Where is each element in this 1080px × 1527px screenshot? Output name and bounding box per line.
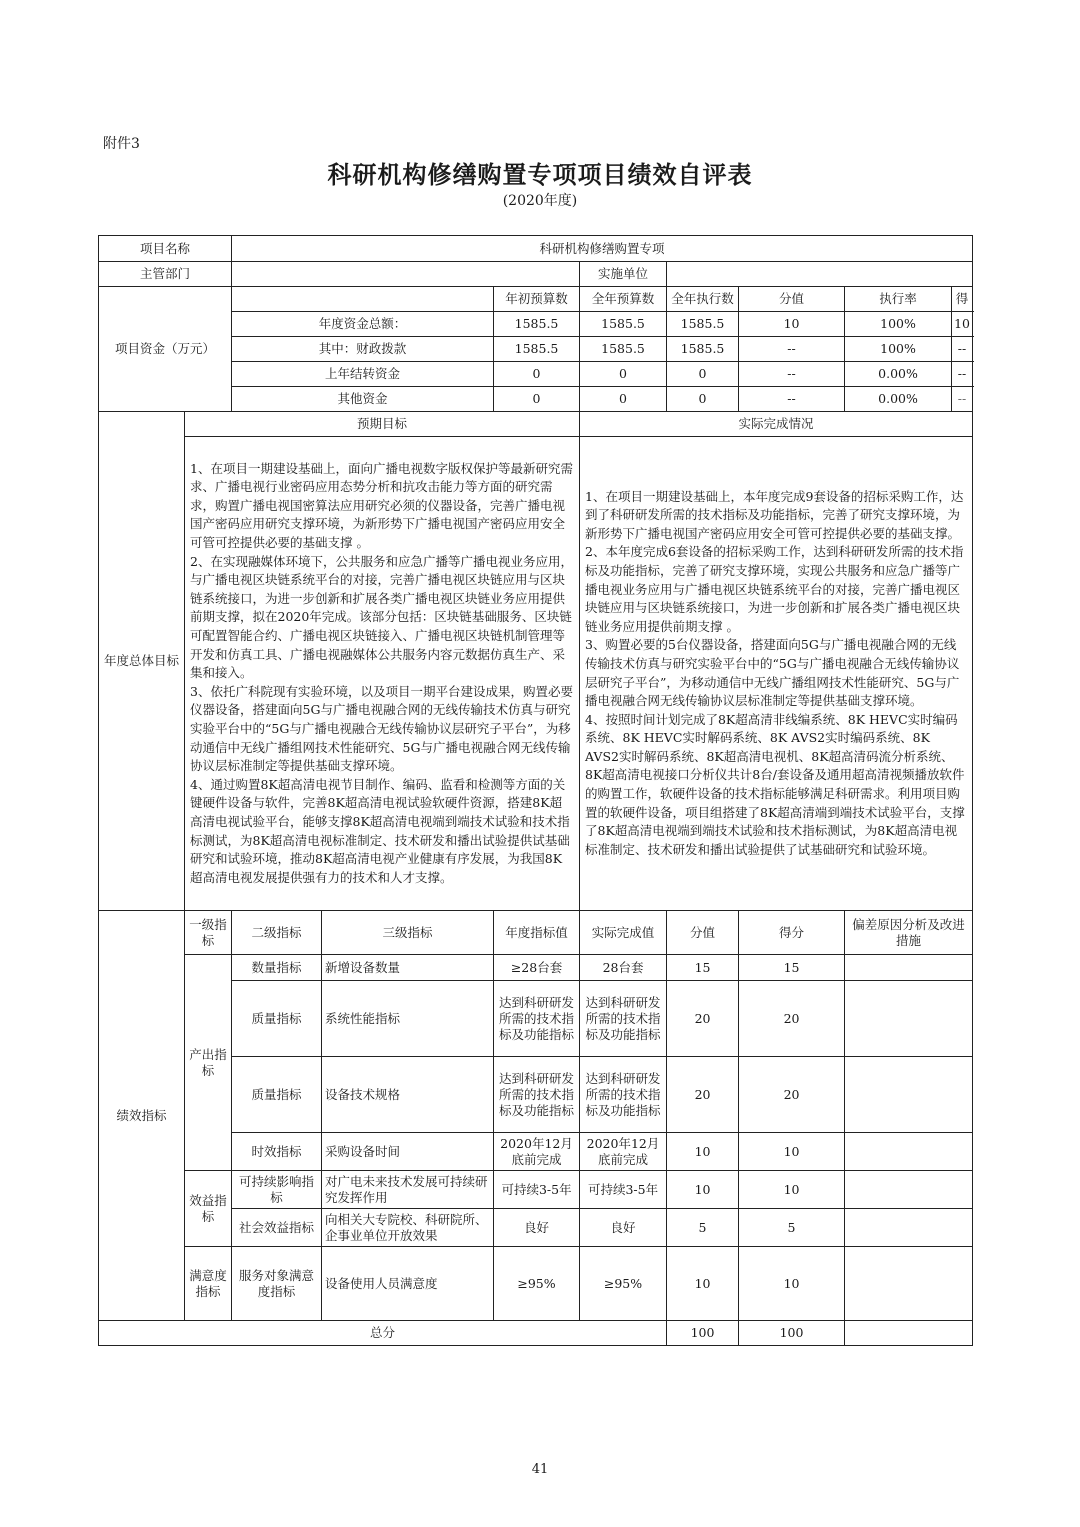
- expected-goal-item: 2、在实现融媒体环境下，公共服务和应急广播等广播电视业务应用，与广播电视区块链系统平台的对接，完善广播电视区块链应用与区块链系统接口，为进一步创新和扩展各类广播电视区块链业务应用提供前期支撑，拟在2020年完成。该部分包括：区块链基础服务、区块链可配置智能合约、广播电视区块链接入、广播电视区块链机制管理等开发和仿真工具、广播电视融媒体公共服务内容元数据仿真生产、采集和接入。: [190, 553, 573, 681]
- page-title: 科研机构修缮购置专项项目绩效自评表: [327, 160, 753, 189]
- actual-result-item: 2、本年度完成6套设备的招标采购工作，达到科研研发所需的技术指标及功能指标，完善了研究支撑环境，实现公共服务和应急广播等广播电视业务应用与广播电视区块链系统平台的对接，完善广播电视区块链应用与区块链系统接口，为进一步创新和扩展各类广播电视区块链业务应用提供前期支撑 。: [585, 544, 964, 634]
- funds-cell: 1585.5: [494, 312, 580, 337]
- funds-cell: --: [957, 391, 967, 406]
- funds-cell: 1585.5: [580, 337, 667, 362]
- target-value: 达到科研研发所需的技术指标及功能指标: [494, 1057, 580, 1133]
- score: 10: [739, 1171, 845, 1209]
- score: 20: [739, 981, 845, 1057]
- funds-cell: 10: [739, 312, 845, 337]
- actual-result-item: 1、在项目一期建设基础上，本年度完成9套设备的招标采购工作，达到了科研研发所需的技术指标及功能指标，完善了研究支撑环境，为新形势下广播电视国产密码应用安全可管可控提供必要的基础支撑。: [585, 488, 964, 541]
- weight: 5: [667, 1209, 739, 1247]
- funds-cell: --: [739, 387, 845, 412]
- weight: 15: [667, 955, 739, 981]
- actual-value: 28台套: [580, 955, 667, 981]
- score: 10: [739, 1247, 845, 1321]
- funds-row-name: 其他资金: [232, 387, 494, 412]
- page-subtitle: (2020年度): [502, 193, 578, 209]
- level2: 质量指标: [232, 1057, 322, 1133]
- level3: 系统性能指标: [322, 981, 494, 1057]
- project-name: 科研机构修缮购置专项: [232, 236, 973, 262]
- dept-label: 主管部门: [99, 262, 232, 287]
- level3: 设备使用人员满意度: [322, 1247, 494, 1321]
- actual-value: ≥95%: [580, 1247, 667, 1321]
- weight: 10: [667, 1171, 739, 1209]
- funds-cell: --: [739, 362, 845, 387]
- level3: 设备技术规格: [322, 1057, 494, 1133]
- funds-row-name: 年度资金总额：: [232, 312, 494, 337]
- total-note: [845, 1321, 973, 1346]
- level2: 可持续影响指标: [232, 1171, 322, 1209]
- expected-header: 预期目标: [185, 412, 580, 437]
- impl-value: [667, 262, 973, 287]
- target-value: 良好: [494, 1209, 580, 1247]
- funds-label: 项目资金（万元）: [99, 287, 232, 412]
- funds-cell: 0: [494, 387, 580, 412]
- funds-header: 执行率: [845, 287, 952, 311]
- level3: 对广电未来技术发展可持续研究发挥作用: [322, 1171, 494, 1209]
- expected-goal-item: 3、依托广科院现有实验环境，以及项目一期平台建设成果，购置必要仪器设备，搭建面向5G与广播电视融合网的无线传输技术仿真与研究实验平台中的“5G与广播电视融合无线传输协议层研究子平台”，为移动通信中无线广播组网技术性能研究、5G与广播电视融合网无线传输协议层标准制定等提供基础支撑环境。: [190, 683, 573, 774]
- funds-header-rate-score: [845, 287, 973, 312]
- note: [845, 981, 973, 1057]
- score: 15: [739, 955, 845, 981]
- goals-label: 年度总体目标: [99, 412, 185, 911]
- funds-cell: 1585.5: [667, 312, 739, 337]
- level3: 采购设备时间: [322, 1133, 494, 1171]
- actual-value: 可持续3-5年: [580, 1171, 667, 1209]
- funds-header: 全年执行数: [667, 287, 739, 312]
- total-weight: 100: [667, 1321, 739, 1346]
- attachment-label: 附件3: [103, 136, 140, 152]
- score: 10: [739, 1133, 845, 1171]
- expected-goals: [185, 437, 580, 911]
- funds-cell: 1585.5: [580, 312, 667, 337]
- perf-header: 年度指标值: [494, 911, 580, 955]
- funds-cell: 10: [954, 316, 970, 331]
- expected-goal-item: 4、通过购置8K超高清电视节目制作、编码、监看和检测等方面的关键硬件设备与软件，完善8K超高清电视试验软硬件资源，搭建8K超高清电视试验平台，能够支撑8K超高清电视端到端技术试验和技术指标测试，为8K超高清电视标准制定、技术研发和播出试验提供试基础研究和试验环境，推动8K超高清电视产业健康有序发展，为我国8K超高清电视发展提供强有力的技术和人才支撑。: [190, 776, 570, 885]
- funds-cell: 0: [667, 362, 739, 387]
- funds-cell: --: [957, 341, 967, 356]
- funds-cell: 0: [667, 387, 739, 412]
- funds-cell: 100%: [845, 312, 952, 336]
- page-number: 41: [531, 1462, 549, 1477]
- actual-results: [580, 437, 973, 911]
- target-value: 可持续3-5年: [494, 1171, 580, 1209]
- perf-header: 一级指标: [185, 911, 232, 955]
- actual-value: 良好: [580, 1209, 667, 1247]
- perf-header: 偏差原因分析及改进措施: [845, 911, 973, 955]
- level3: 新增设备数量: [322, 955, 494, 981]
- level2: 服务对象满意度指标: [232, 1247, 322, 1321]
- actual-result-item: 3、购置必要的5台仪器设备，搭建面向5G与广播电视融合网的无线传输技术仿真与研究实验平台中的“5G与广播电视融合无线传输协议层研究子平台”，为移动通信中无线广播组网技术性能研究、5G与广播电视融合网无线传输协议层标准制定等提供基础支撑环境。: [585, 637, 960, 709]
- perf-header: 分值: [667, 911, 739, 955]
- project-name-label: 项目名称: [99, 236, 232, 262]
- score: 20: [739, 1057, 845, 1133]
- note: [845, 1209, 973, 1247]
- funds-cell: 100%: [845, 337, 952, 361]
- perf-header: 三级指标: [322, 911, 494, 955]
- level2: 质量指标: [232, 981, 322, 1057]
- level2: 数量指标: [232, 955, 322, 981]
- funds-header-blank: [232, 287, 494, 312]
- funds-cell: 0.00%: [845, 387, 952, 411]
- funds-header: 分值: [739, 287, 845, 312]
- evaluation-table: [98, 235, 973, 1346]
- funds-header: 年初预算数: [494, 287, 580, 312]
- perf-header: 二级指标: [232, 911, 322, 955]
- funds-cell: --: [957, 366, 967, 381]
- level1-output: 产出指标: [185, 955, 232, 1171]
- impl-label: 实施单位: [580, 262, 667, 287]
- level1-satisfaction: 满意度指标: [185, 1247, 232, 1321]
- target-value: 2020年12月底前完成: [494, 1133, 580, 1171]
- note: [845, 1133, 973, 1171]
- weight: 20: [667, 1057, 739, 1133]
- level2: 社会效益指标: [232, 1209, 322, 1247]
- weight: 10: [667, 1133, 739, 1171]
- target-value: ≥95%: [494, 1247, 580, 1321]
- funds-cell: 0: [580, 362, 667, 387]
- target-value: 达到科研研发所需的技术指标及功能指标: [494, 981, 580, 1057]
- perf-label: 绩效指标: [99, 911, 185, 1321]
- funds-header: 全年预算数: [580, 287, 667, 312]
- note: [845, 1171, 973, 1209]
- actual-value: 2020年12月底前完成: [580, 1133, 667, 1171]
- score: 5: [739, 1209, 845, 1247]
- weight: 20: [667, 981, 739, 1057]
- funds-row-name: 上年结转资金: [232, 362, 494, 387]
- note: [845, 955, 973, 981]
- target-value: ≥28台套: [494, 955, 580, 981]
- perf-header: 实际完成值: [580, 911, 667, 955]
- weight: 10: [667, 1247, 739, 1321]
- funds-cell: 1585.5: [494, 337, 580, 362]
- dept-value: [232, 262, 580, 287]
- note: [845, 1057, 973, 1133]
- funds-cell: --: [739, 337, 845, 362]
- total-score: 100: [739, 1321, 845, 1346]
- perf-header: 得分: [739, 911, 845, 955]
- funds-cell: 1585.5: [667, 337, 739, 362]
- funds-cell: 0.00%: [845, 362, 952, 386]
- funds-cell: 0: [494, 362, 580, 387]
- actual-result-item: 4、按照时间计划完成了8K超高清非线编系统、8K HEVC实时编码系统、8K HEVC实时解码系统、8K AVS2实时编码系统、8K AVS2实时解码系统、8K超高清电视机、8K超高清码流分析系统、8K超高清电视接口分析仪共计8台/套设备及通用超高清视频播放软件的购置工作，软硬件设备的技术指标能够满足科研需求。利用项目购置的软硬件设备，项目组搭建了8K超高清端到端技术试验平台，支撑了8K超高清电视端到端技术试验和技术指标测试，为8K超高清电视标准制定、技术研发和播出试验提供了试基础研究和试验环境。: [585, 711, 965, 857]
- level2: 时效指标: [232, 1133, 322, 1171]
- expected-goal-item: 1、在项目一期建设基础上，面向广播电视数字版权保护等最新研究需求、广播电视行业密码应用态势分析和抗攻击能力等方面的研究需求，购置广播电视国密算法应用研究必须的仪器设备，完善广播电视国产密码应用研究支撑环境，为新形势下广播电视国产密码应用安全可管可控提供必要的基础支撑 。: [190, 460, 573, 551]
- actual-header: 实际完成情况: [580, 412, 973, 437]
- level1-benefit: 效益指标: [185, 1171, 232, 1247]
- total-label: 总分: [99, 1321, 667, 1346]
- funds-row-name: 其中：财政拨款: [232, 337, 494, 362]
- actual-value: 达到科研研发所需的技术指标及功能指标: [580, 981, 667, 1057]
- level3: 向相关大专院校、科研院所、企事业单位开放效果: [322, 1209, 494, 1247]
- actual-value: 达到科研研发所需的技术指标及功能指标: [580, 1057, 667, 1133]
- funds-cell: 0: [580, 387, 667, 412]
- funds-header: 得: [955, 291, 969, 306]
- note: [845, 1247, 973, 1321]
